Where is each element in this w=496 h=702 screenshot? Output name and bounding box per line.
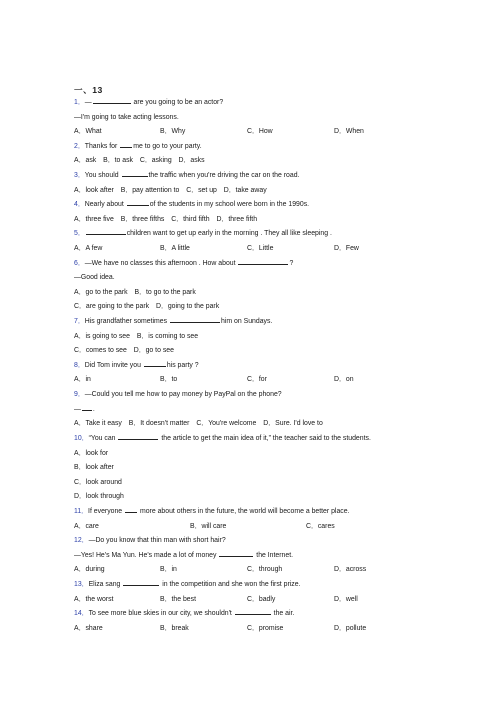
options-row: A．share B．break C．promise D．pollute bbox=[74, 624, 367, 632]
options-row bbox=[74, 125, 474, 140]
answer-blank bbox=[238, 257, 288, 265]
answer-blank bbox=[123, 578, 159, 586]
answer-blank bbox=[170, 315, 220, 323]
question-8: 8．Did Tom invite you his party ? A．in B．to C．for D．on bbox=[74, 359, 474, 388]
question-1: 1．— are you going to be an actor? —I'm going to take acting lessons. A．What B．Why C．How D．When bbox=[74, 96, 474, 140]
answer-blank bbox=[122, 169, 148, 177]
option-c: C．How bbox=[247, 128, 273, 136]
section-heading: 一、13 bbox=[74, 85, 103, 95]
options-row: A．three five B．three fifths C．third fifth D．three fifth bbox=[74, 215, 258, 223]
answer-blank bbox=[235, 607, 271, 615]
answer-blank bbox=[93, 96, 131, 104]
question-5: 5． children want to get up early in the morning . They all like sleeping . A．A few B．A little C．Little D．Few bbox=[74, 227, 474, 256]
option-b: B．Why bbox=[160, 128, 186, 136]
question-14: 14．To see more blue skies in our city, we shouldn't the air. A．share B．break C．promise D．pollute bbox=[74, 607, 474, 636]
question-13: 13．Eliza sang in the competition and she won the first prize. A．the worst B．the best C．badly D．well bbox=[74, 578, 474, 607]
question-12: 12．—Do you know that thin man with short hair? —Yes! He's Ma Yun. He's made a lot of money the Internet. A．during B．in C．through D．across bbox=[74, 534, 474, 578]
question-6: 6．—We have no classes this afternoon . How about ? —Good idea. A．go to the park B．to go to the park C．are going to the park D．going to the park bbox=[74, 257, 474, 315]
options-row: A．ask B．to ask C．asking D．asks bbox=[74, 157, 205, 165]
options-row: A．in B．to C．for D．on bbox=[74, 376, 354, 384]
answer-blank bbox=[127, 198, 149, 206]
options-row: A．look after B．pay attention to C．set up D．take away bbox=[74, 186, 267, 194]
option-a: A．What bbox=[74, 128, 102, 136]
option-d: D．When bbox=[334, 128, 364, 136]
question-10: 10．“You can the article to get the main idea of it,” the teacher said to the students. A．look for B．look after C．look around D．look through bbox=[74, 432, 474, 505]
answer-blank bbox=[86, 227, 126, 235]
question-11: 11．If everyone more about others in the future, the world will become a better place. A．care B．will care C．cares bbox=[74, 505, 474, 534]
answer-blank bbox=[144, 359, 166, 367]
question-2: 2．Thanks for me to go to your party. A．ask B．to ask C．asking D．asks bbox=[74, 140, 474, 169]
answer-blank bbox=[125, 505, 137, 513]
question-number: 1． bbox=[74, 99, 85, 106]
question-9: 9．—Could you tell me how to pay money by PayPal on the phone? — . A．Take it easy B．It doesn't matter C．You're welcome D．Sure. I'd love to bbox=[74, 391, 323, 428]
question-4: 4．Nearly about of the students in my school were born in the 1990s. A．three five B．three fifths C．third fifth D．three fifth bbox=[74, 198, 474, 227]
answer-blank bbox=[219, 549, 253, 557]
options-row: A．the worst B．the best C．badly D．well bbox=[74, 595, 358, 603]
answer-blank bbox=[82, 403, 92, 411]
question-7: 7．His grandfather sometimes him on Sundays. A．is going to see B．is coming to see C．comes to see D．go to see bbox=[74, 315, 474, 359]
answer-blank bbox=[120, 140, 132, 148]
answer-blank bbox=[118, 432, 158, 440]
options-row: A．A few B．A little C．Little D．Few bbox=[74, 244, 359, 252]
options-row: A．care B．will care C．cares bbox=[74, 522, 335, 530]
question-3: 3．You should the traffic when you're driving the car on the road. A．look after B．pay attention to C．set up D．take away bbox=[74, 169, 474, 198]
options-row: A．during B．in C．through D．across bbox=[74, 566, 367, 574]
question-text: —I'm going to take acting lessons. bbox=[74, 113, 179, 121]
